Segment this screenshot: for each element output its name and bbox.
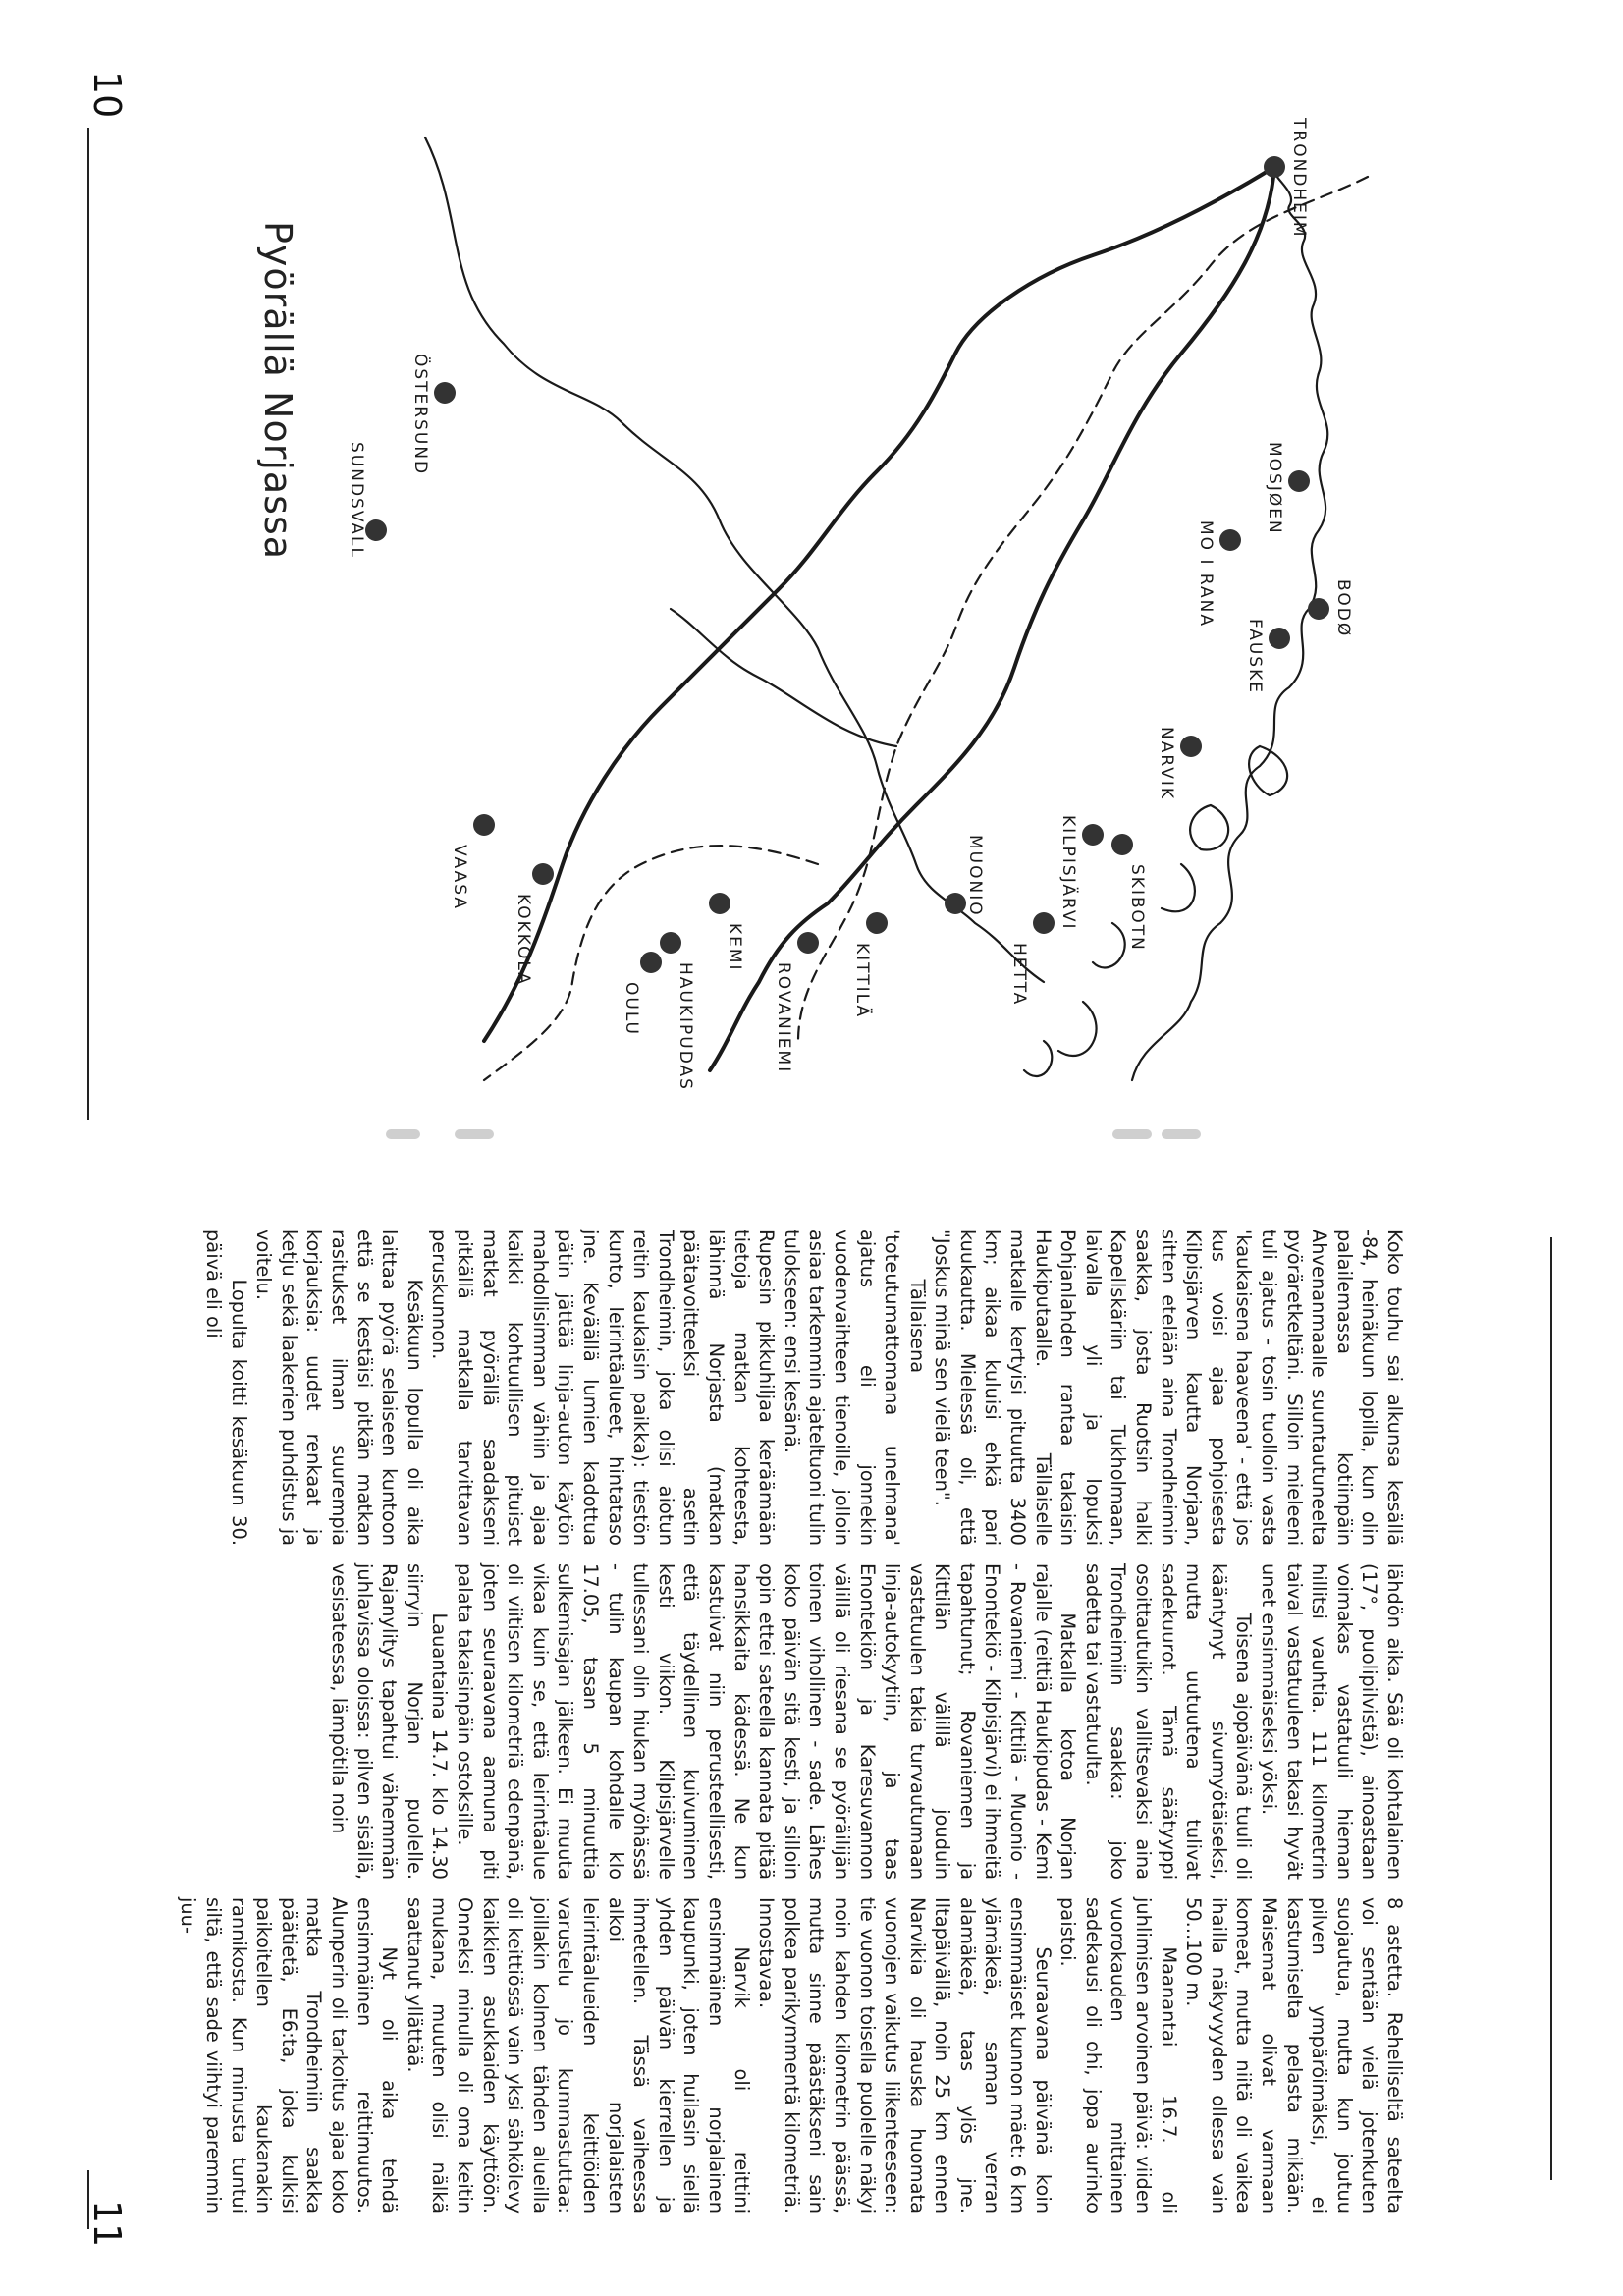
city-label: SKIBOTN <box>1127 864 1147 952</box>
city-marker <box>1288 470 1310 492</box>
route-map <box>288 59 1505 1120</box>
city-marker <box>640 952 662 973</box>
city-marker <box>945 893 966 914</box>
city-label: KITTILÄ <box>852 943 872 1019</box>
city-marker <box>1033 912 1055 934</box>
coastline-norway <box>1132 167 1327 1080</box>
city-markers <box>365 156 1329 973</box>
city-marker <box>1308 598 1329 620</box>
city-marker <box>866 912 888 934</box>
city-label: BODØ <box>1333 579 1353 638</box>
paragraph: Seuraavana päivänä koin ensimmäiset kunnon mäet: 6 km ylämäkeä, saman verran alamäkeä, taas ylös jne. Iltapäivällä, noin 25 km ennen Narvikia oli hauska huomata vuonojen vaikutus liikenteeseen: tie vuonon toisella puolelle näkyi noin kahden kilometrin päässä, mutta sinne päästäkseni sain polkea parikymmentä kilometriä. Innostavaa. <box>755 1897 1055 2214</box>
page-number-left: 10 <box>85 71 129 119</box>
staple-mark <box>455 1129 494 1139</box>
city-label: KILPISJÄRVI <box>1058 815 1078 931</box>
staple-mark <box>1112 1129 1152 1139</box>
city-label: KOKKOLA <box>514 894 533 986</box>
city-label: ROVANIEMI <box>774 962 793 1074</box>
article-title: Pyörällä Norjassa <box>256 221 299 561</box>
city-label: MOSJØEN <box>1265 442 1284 535</box>
bike-route <box>484 167 1274 1070</box>
city-label: HETTA <box>1009 943 1029 1007</box>
city-marker <box>1111 834 1133 855</box>
river <box>671 609 896 746</box>
staple-mark <box>1162 1129 1201 1139</box>
city-marker <box>709 893 730 914</box>
text-column-1 <box>201 1230 1408 1546</box>
city-marker <box>1180 736 1202 757</box>
city-marker <box>1269 628 1290 649</box>
city-label: MO I RANA <box>1196 520 1216 628</box>
paragraph: Rupesin pikkuhiljaa keräämään tietoja matkan kohteesta, lähinnä Norjasta (matkan päätavoitteeksi asetin Trondheimin, joka olisi aiotun reitin kaukaisin paikka): tiestön kunto, leirintäalueet, hintataso jne. Keväällä lumien kadottua pätin jättää linja-auton käytön mahdollisimman vähiin ja ajaa kaikki kohtuullisen pituiset matkat pyörällä saadakseni pitkällä matkalla tarvittavan peruskunnon. <box>428 1230 779 1546</box>
city-marker <box>1082 824 1104 846</box>
staple-mark <box>386 1129 420 1139</box>
coastline-bothnia <box>425 137 1044 982</box>
paragraph: Kesäkuun lopulla oli aika laittaa pyörä selaiseen kuntoon että se kestäisi pitkän matkan rasitukset ilman suurempia korjauksia: uudet renkaat ja ketju sekä laakerien puhdistus ja voitelu. <box>252 1230 426 1546</box>
city-label: FAUSKE <box>1245 619 1265 694</box>
article-body <box>131 1230 1407 2212</box>
paragraph: Toisena ajopäivänä tuuli oli kääntynyt sivumyötäiseksi, mutta uutuutena tulivat sadekuurot. Tämä säätyyppi osoittautuikin vallitsevaksi aina Trondheimiin saakka: joko sadetta tai vastatuulta. <box>1081 1563 1256 1880</box>
paragraph: 8 astetta. Rehelliseltä sateelta voi sentään vielä jotenkuten suojautua, mutta kun joutuu pilven ympäröimäksi, ei kastumiselta pelasta mikään. Maisemat olivat varmaan komeat, mutta niitä oli vaikea ihailla näkyvyyden ollessa vain 50...100 m. <box>1182 1897 1406 2214</box>
border-norway-sweden <box>798 177 1368 1041</box>
text-column-2 <box>326 1563 1407 1880</box>
city-marker <box>797 932 819 954</box>
paragraph: Lauantaina 14.7. klo 14.30 siirryin Norjan puolelle. Rajanylitys tapahtui vähemmän juhlavissa oloissa: pilven sisällä, vesisateessa, lämpötila noin <box>328 1563 452 1880</box>
text-column-3 <box>176 1897 1407 2214</box>
city-label: MUONIO <box>965 835 985 917</box>
city-marker <box>1219 529 1241 551</box>
city-marker <box>434 382 456 404</box>
city-label: NARVIK <box>1157 727 1176 801</box>
city-label: OULU <box>622 982 641 1036</box>
page-rule-left <box>87 128 89 1120</box>
city-label: VAASA <box>450 845 469 911</box>
city-label: HAUKIPUDAS <box>676 962 695 1091</box>
paragraph: Nyt oli aika tehdä ensimmäinen reittimuutos. Alunperin oli tarkoitus ajaa koko matka Trondheimiin saakka päätietä, E6:ta, joka kulkisi paikoitellen kaukanakin rannikosta. Kun minusta tuntui siltä, että sade viihtyi paremmin juu- <box>177 1897 402 2214</box>
city-label: SUNDSVALL <box>347 442 366 559</box>
city-label: TRONDHEIM <box>1289 118 1309 239</box>
paragraph: Koko touhu sai alkunsa kesällä -84, heinäkuun lopilla, kun olin palailemassa kotiinpäin Ahvenanmaalle suuntautuneelta pyöräretkeltäni. Silloin mieleeni tuli ajatus - tosin tuolloin vasta 'kaukaisena haaveena' - että jos kus voisi ajaa pohjoisesta Kilpisjärven kautta Norjaan, sitten etelään aina Trondheimin saakka, josta Ruotsin halki Kapellskäriin tai Tukholmaan, laivalla yli ja lopuksi Pohjanlahden rantaa takaisin Haukiputaalle. Tällaiselle matkalle kertyisi pituutta 3400 km; aikaa kuluisi ehkä pari kuukautta. Mielessä oli, että "Joskus minä sen vielä teen". <box>931 1230 1406 1546</box>
paragraph: Lopulta koitti kesäkuun 30. päivä eli oli <box>202 1230 250 1546</box>
paragraph: Narvik oli reittini ensimmäinen norjalainen kaupunki, joten huilasin siellä yhden päivän kierrellen ja ihmetellen. Tässä vaiheessa alkoi norjalaisten leirintäalueiden keittiöiden varustelu jo kummastuttaa: joillakin kolmen tähden alueilla oli keittiössä vain yksi sähkölevy kaikkien asukkaiden käyttöön. Onneksi minulla oli oma keitin mukana, muuten olisi nälkä saattanut yllättää. <box>403 1897 753 2214</box>
city-label: KEMI <box>725 923 744 972</box>
city-marker <box>1264 156 1285 178</box>
city-marker <box>660 932 681 954</box>
paragraph: Matkalla kotoa Norjan rajalle (reittiä Haukipudas - Kemi - Rovaniemi - Kittilä - Muonio - Enontekiö - Kilpisjärvi) ei ihmeitä tapahtunut; Rovaniemen ja Kittilän välillä jouduin vastatuulen takia turvautumaan linja-autokyytiin, ja taas Enontekiön ja Karesuvannon välillä oli riesana se pyöräilijän toinen vihollinen - sade. Lähes koko päivän sitä kesti, ja silloin opin ettei sateella kannata pitää hansikkaita kädessä. Ne kun kastuivat niin perusteellisesti, että täydellinen kuivuminen kesti viikon. Kilpisjärvelle tullessani olin hiukan myöhässä - tulin kaupan kohdalle klo 17.05, tasan 5 minuuttia sulkemisajan jälkeen. Ei muuta vikaa kuin se, että leirintäalue oli viitisen kilometriä edenpänä, joten seuraavana aamuna piti palata takaisinpäin ostoksille. <box>454 1563 1080 1880</box>
city-label: ÖSTERSUND <box>410 354 430 476</box>
city-marker <box>532 863 554 885</box>
city-marker <box>365 519 387 541</box>
city-marker <box>473 814 495 836</box>
page-rule-right <box>1550 1237 1552 2180</box>
paragraph: Maanantai 16.7. oli juhlimisen arvoinen päivä: viiden vuorokauden mittainen sadekausi oli ohi, jopa aurinko paistoi. <box>1056 1897 1180 2214</box>
paragraph: lähdön aika. Sää oli kohtalainen (17°, puolipilvistä), ainoastaan voimakas vastatuuli hieman hillitsi vauhtia. 111 kilometrin taival vastatuuleen takasi hyvät unet ensimmäiseksi yöksi. <box>1258 1563 1406 1880</box>
paragraph: Tällaisena 'toteutumattomana unelmana' ajatus eli jonnekin vuodenvaihteen tienoille, jolloin asiaa tarkemmin ajateltuoni tulin tulokseen: ensi kesänä. <box>780 1230 929 1546</box>
page-number-right: 11 <box>85 2200 129 2248</box>
